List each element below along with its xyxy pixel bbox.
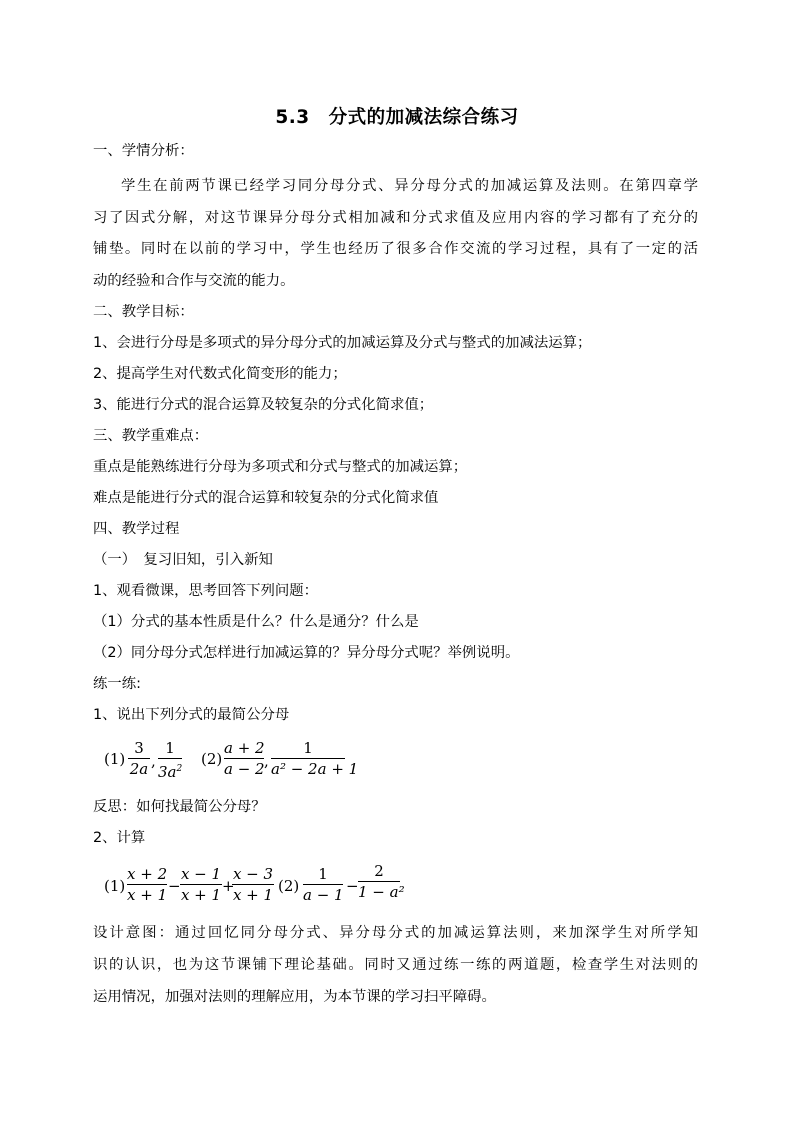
- fraction: [358, 862, 405, 901]
- math-label: (1): [104, 877, 126, 895]
- fraction: [127, 865, 167, 904]
- comma: ,: [151, 752, 156, 770]
- fraction-bar: [303, 884, 343, 885]
- fraction-bar: [127, 884, 167, 885]
- exercise-label: 1、说出下列分式的最简公分母: [93, 707, 290, 723]
- paragraph-line: 铺垫。同时在以前的学习中，学生也经历了很多合作交流的学习过程，具有了一定的活: [93, 241, 698, 257]
- exercise-label: 2、计算: [93, 830, 146, 846]
- fraction-bar: [180, 884, 222, 885]
- design-intent-line: 运用情况，加强对法则的理解应用，为本节课的学习扫平障碍。: [93, 989, 496, 1005]
- denominator: $3a^2$: [158, 763, 183, 781]
- question-item: （1）分式的基本性质是什么？什么是通分？什么是: [93, 614, 419, 630]
- numerator: x − 1: [180, 865, 222, 883]
- list-item: 难点是能进行分式的混合运算和较复杂的分式化简求值: [93, 490, 439, 506]
- fraction-bar: [271, 758, 345, 759]
- fraction-bar: [232, 884, 274, 885]
- fraction: [271, 739, 359, 778]
- list-item: 1、会进行分母是多项式的异分母分式的加减运算及分式与整式的加减法运算；: [93, 335, 592, 351]
- question-item: （2）同分母分式怎样进行加减运算的？异分母分式呢？举例说明。: [93, 645, 520, 661]
- question-intro: 1、观看微课，思考回答下列问题：: [93, 583, 319, 599]
- fraction-bar: [158, 758, 182, 759]
- numerator: 1: [303, 739, 313, 757]
- list-item: 3、能进行分式的混合运算及较复杂的分式化简求值；: [93, 397, 434, 413]
- list-item: 重点是能熟练进行分母为多项式和分式与整式的加减运算；: [93, 459, 468, 475]
- fraction: [224, 739, 264, 778]
- fraction-bar: [128, 758, 150, 759]
- numerator: x + 2: [127, 865, 168, 883]
- page-title: 5.3 分式的加减法综合练习: [275, 107, 519, 128]
- denominator: x + 1: [127, 886, 168, 904]
- denominator: x + 1: [180, 886, 222, 904]
- numerator: 3: [134, 739, 144, 757]
- numerator: 1: [318, 865, 328, 883]
- denominator: x + 1: [232, 886, 274, 904]
- math-label: (2): [278, 877, 300, 895]
- reflection-text: 反思：如何找最简公分母？: [93, 799, 266, 815]
- section-heading: 四、教学过程: [93, 521, 180, 537]
- denominator: a − 2: [224, 760, 265, 778]
- numerator: a + 2: [224, 739, 265, 757]
- fraction: [128, 739, 150, 778]
- fraction-bar: [358, 881, 400, 882]
- subsection-heading: （一） 复习旧知，引入新知: [93, 552, 273, 568]
- fraction: [303, 865, 343, 904]
- design-intent-line: 识的认识，也为这节课铺下理论基础。同时又通过练一练的两道题，检查学生对法则的: [93, 957, 698, 973]
- section-heading: 三、教学重难点：: [93, 428, 209, 444]
- paragraph-line: 动的经验和合作与交流的能力。: [93, 273, 295, 289]
- operator: −: [168, 877, 181, 895]
- numerator: 1: [165, 739, 175, 757]
- list-item: 2、提高学生对代数式化简变形的能力；: [93, 366, 347, 382]
- practice-label: 练一练:: [93, 676, 142, 692]
- numerator: 2: [374, 862, 384, 880]
- fraction: [158, 739, 182, 781]
- paragraph-line: 学生在前两节课已经学习同分母分式、异分母分式的加减运算及法则。在第四章学: [121, 178, 698, 194]
- comma: ,: [264, 752, 269, 770]
- numerator: x − 3: [232, 865, 274, 883]
- denominator: 1 − a²: [358, 883, 405, 901]
- denominator: a² − 2a + 1: [271, 760, 359, 778]
- paragraph-line: 习了因式分解，对这节课异分母分式相加减和分式求值及应用内容的学习都有了充分的: [93, 210, 698, 226]
- math-label: (2): [201, 750, 223, 768]
- section-heading: 一、学情分析：: [93, 143, 194, 159]
- fraction-bar: [224, 758, 264, 759]
- denominator: 2a: [129, 760, 149, 778]
- section-heading: 二、教学目标：: [93, 304, 194, 320]
- operator: +: [222, 877, 235, 895]
- fraction: [232, 865, 274, 904]
- fraction: [180, 865, 222, 904]
- math-label: (1): [104, 750, 126, 768]
- design-intent-line: 设计意图：通过回忆同分母分式、异分母分式的加减运算法则，来加深学生对所学知: [93, 925, 698, 941]
- operator: −: [346, 877, 359, 895]
- denominator: a − 1: [303, 886, 344, 904]
